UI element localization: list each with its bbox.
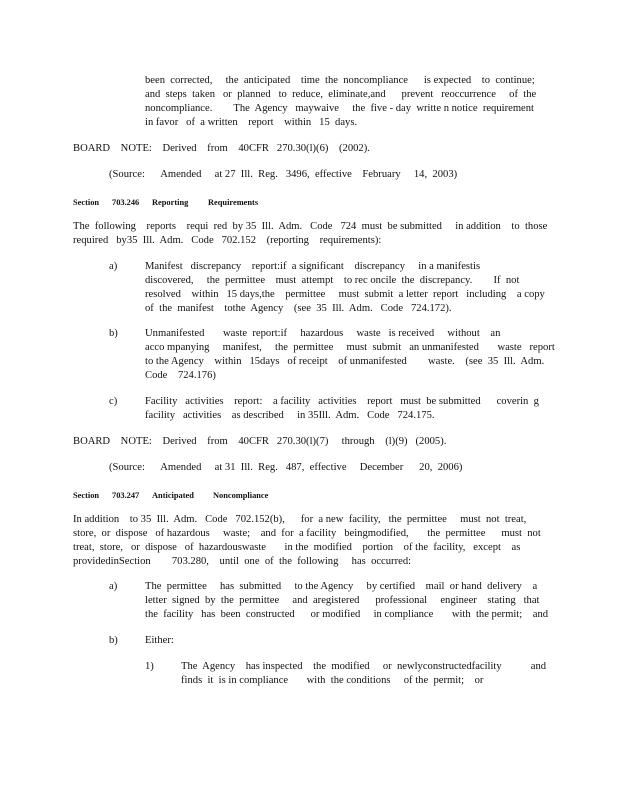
list-item-line: resolved within 15 days,the permittee must submit a letter report including a copy [145,289,545,300]
board-note: BOARD NOTE: Derived from 40CFR 270.30(l)(7) through (l)(9) (2005). [73,436,447,447]
intro-line: In addition to 35 Ill. Adm. Code 702.152(b), for a new facility, the permittee must not treat, [73,514,527,525]
list-item-line: to the Agency within 15days of receipt of unmanifested waste. (see 35 Ill. Adm. [145,356,545,367]
intro-line: providedinSection 703.280, until one of the following has occurred: [73,556,412,567]
intro-line: The following reports requi red by 35 Ill. Adm. Code 724 must be submitted in addition to those [73,221,548,232]
board-note: BOARD NOTE: Derived from 40CFR 270.30(l)(6) (2002). [73,143,370,154]
continuation-line: in favor of a written report within 15 days. [145,117,358,128]
list-item-line: Code 724.176) [145,370,216,381]
sublist-marker: 1) [145,661,154,672]
continuation-line: noncompliance. The Agency maywaive the five - day writte n notice requirement [145,103,534,114]
list-item-line: acco mpanying manifest, the permittee must submit an unmanifested waste report [145,342,555,353]
section-label: Section [73,198,100,207]
list-item-line: the facility has been constructed or modified in compliance with the permit; and [145,609,549,620]
list-marker: b) [109,328,118,339]
continuation-line: and steps taken or planned to reduce, eliminate,and prevent reoccurrence of the [145,89,537,100]
list-item-line: The permittee has submitted to the Agency by certified mail or hand delivery a [145,581,538,592]
section-title-word: Anticipated [152,491,194,500]
list-marker: c) [109,396,118,407]
source-note: (Source: Amended at 31 Ill. Reg. 487, effective December 20, 2006) [109,462,463,473]
intro-line: store, or dispose of hazardous waste; and for a facility beingmodified, the permittee must not [73,528,541,539]
intro-line: treat, store, or dispose of hazardouswaste in the modified portion of the facility, except as [73,542,521,553]
section-title-word: Noncompliance [213,491,269,500]
list-item-line: Unmanifested waste report:if hazardous waste is received without an [145,328,501,339]
source-note: (Source: Amended at 27 Ill. Reg. 3496, effective February 14, 2003) [109,169,458,180]
section-title-word: Requirements [208,198,259,207]
list-item-line: letter signed by the permittee and aregistered professional engineer stating that [145,595,540,606]
list-item-line: Manifest discrepancy report:if a significant discrepancy in a manifestis [145,261,481,272]
section-number: 703.246 [112,198,140,207]
section-label: Section [73,491,100,500]
list-item-line: discovered, the permittee must attempt to rec oncile the discrepancy. If not [145,275,520,286]
list-item-line: facility activities as described in 35Ill. Adm. Code 724.175. [145,410,435,421]
sublist-item-line: The Agency has inspected the modified or newlyconstructedfacility and [181,661,547,672]
list-item-line: Facility activities report: a facility activities report must be submitted coverin g [145,396,539,407]
list-item-line: of the manifest tothe Agency (see 35 Ill. Adm. Code 724.172). [145,303,452,314]
section-title-word: Reporting [152,198,189,207]
list-marker: a) [109,261,118,272]
list-item-line: Either: [145,635,174,646]
list-marker: a) [109,581,118,592]
section-number: 703.247 [112,491,140,500]
sublist-item-line: finds it is in compliance with the conditions of the permit; or [181,675,484,686]
intro-line: required by35 Ill. Adm. Code 702.152 (reporting requirements): [73,235,382,246]
continuation-line: been corrected, the anticipated time the noncompliance is expected to continue; [145,75,535,86]
list-marker: b) [109,635,118,646]
